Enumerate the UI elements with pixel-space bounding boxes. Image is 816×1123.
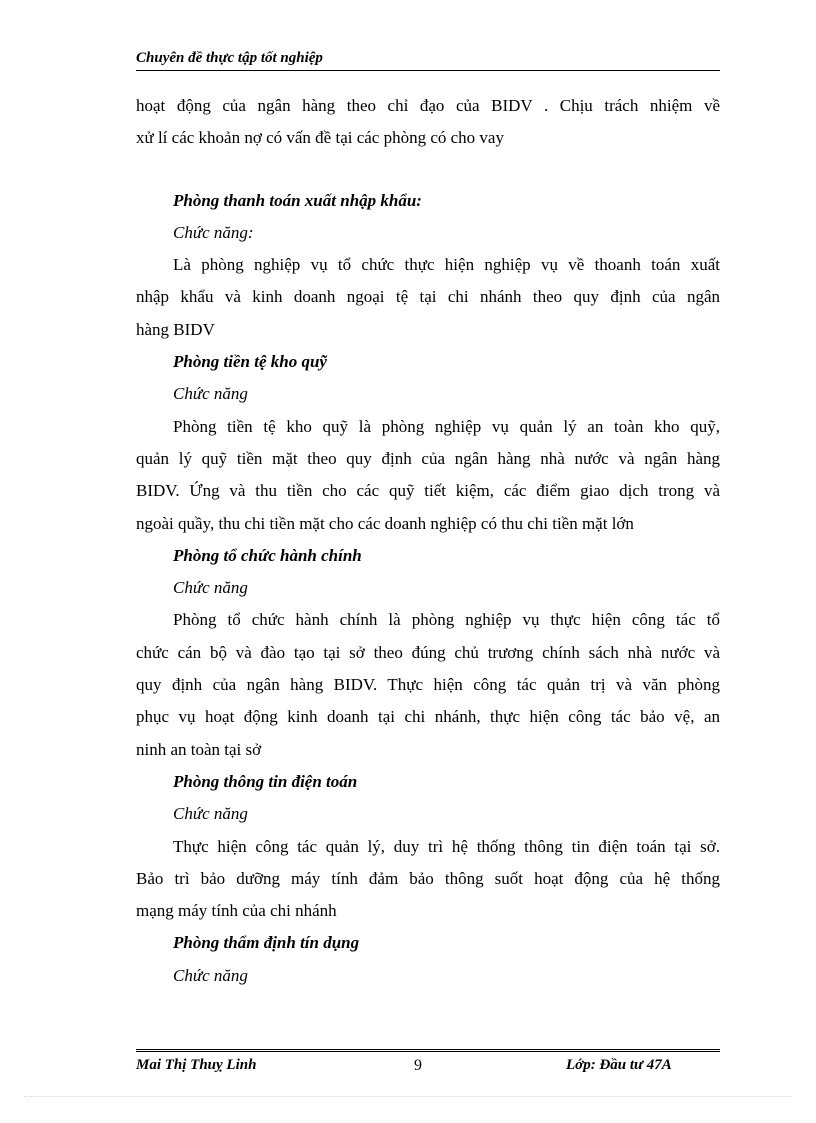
paragraph-line: xử lí các khoản nợ có vấn đề tại các phòng có cho vay xyxy=(136,128,504,148)
section-heading-kho-quy: Phòng tiền tệ kho quỹ xyxy=(173,352,327,372)
page-number: 9 xyxy=(414,1057,422,1074)
section-heading-dien-toan: Phòng thông tin điện toán xyxy=(173,771,358,791)
footer-author: Mai Thị Thuỵ Linh xyxy=(136,1057,257,1073)
footer-class: Lớp: Đầu tư 47A xyxy=(566,1057,672,1073)
header-title: Chuyên đề thực tập tốt nghiệp xyxy=(136,50,323,66)
function-label: Chức năng xyxy=(173,578,248,598)
page-boundary-divider xyxy=(24,1096,792,1097)
function-label: Chức năng xyxy=(173,965,248,985)
paragraph-line: hàng BIDV xyxy=(136,319,215,339)
paragraph-line: ngoài quầy, thu chi tiền mặt cho các doanh nghiệp có thu chi tiền mặt lớn xyxy=(136,513,634,533)
paragraph-line: mạng máy tính của chi nhánh xyxy=(136,901,337,921)
paragraph-line: nhập khẩu và kinh doanh ngoại tệ tại chi nhánh theo quy định của ngân xyxy=(136,287,720,307)
paragraph-line: hoạt động của ngân hàng theo chỉ đạo của BIDV . Chịu trách nhiệm về xyxy=(136,96,720,115)
paragraph-line: phục vụ hoạt động kinh doanh tại chi nhánh, thực hiện công tác bảo vệ, an xyxy=(136,707,720,727)
paragraph-line: BIDV. Ứng và thu tiền cho các quỹ tiết kiệm, các điểm giao dịch trong và xyxy=(136,481,720,501)
section-heading-tham-dinh: Phòng thẩm định tín dụng xyxy=(173,933,360,953)
paragraph-line: Là phòng nghiệp vụ tổ chức thực hiện nghiệp vụ về thoanh toán xuất xyxy=(173,255,720,275)
function-label: Chức năng xyxy=(173,384,248,404)
paragraph-line: Bảo trì bảo dưỡng máy tính đảm bảo thông suốt hoạt động của hệ thống xyxy=(136,868,720,888)
spacer xyxy=(136,155,720,185)
section-heading-hanh-chinh: Phòng tổ chức hành chính xyxy=(173,545,362,565)
page-header xyxy=(136,50,720,71)
paragraph-line: quy định của ngân hàng BIDV. Thực hiện công tác quản trị và văn phòng xyxy=(136,675,720,695)
page-body xyxy=(136,90,720,992)
paragraph-line: Thực hiện công tác quản lý, duy trì hệ thống thông tin điện toán tại sở. xyxy=(173,836,720,856)
function-label: Chức năng: xyxy=(173,222,254,242)
paragraph-line: Phòng tổ chức hành chính là phòng nghiệp vụ thực hiện công tác tổ xyxy=(173,610,720,630)
paragraph-line: ninh an toàn tại sở xyxy=(136,739,262,759)
function-label: Chức năng xyxy=(173,804,248,824)
page-footer xyxy=(136,1049,720,1076)
paragraph-line: chức cán bộ và đào tạo tại sở theo đúng chủ trương chính sách nhà nước và xyxy=(136,642,720,662)
paragraph-line: quản lý quỹ tiền mặt theo quy định của ngân hàng nhà nước và ngân hàng xyxy=(136,448,720,468)
section-heading-xnk: Phòng thanh toán xuất nhập khẩu: xyxy=(173,190,422,210)
paragraph-line: Phòng tiền tệ kho quỹ là phòng nghiệp vụ quản lý an toàn kho quỹ, xyxy=(173,416,720,436)
